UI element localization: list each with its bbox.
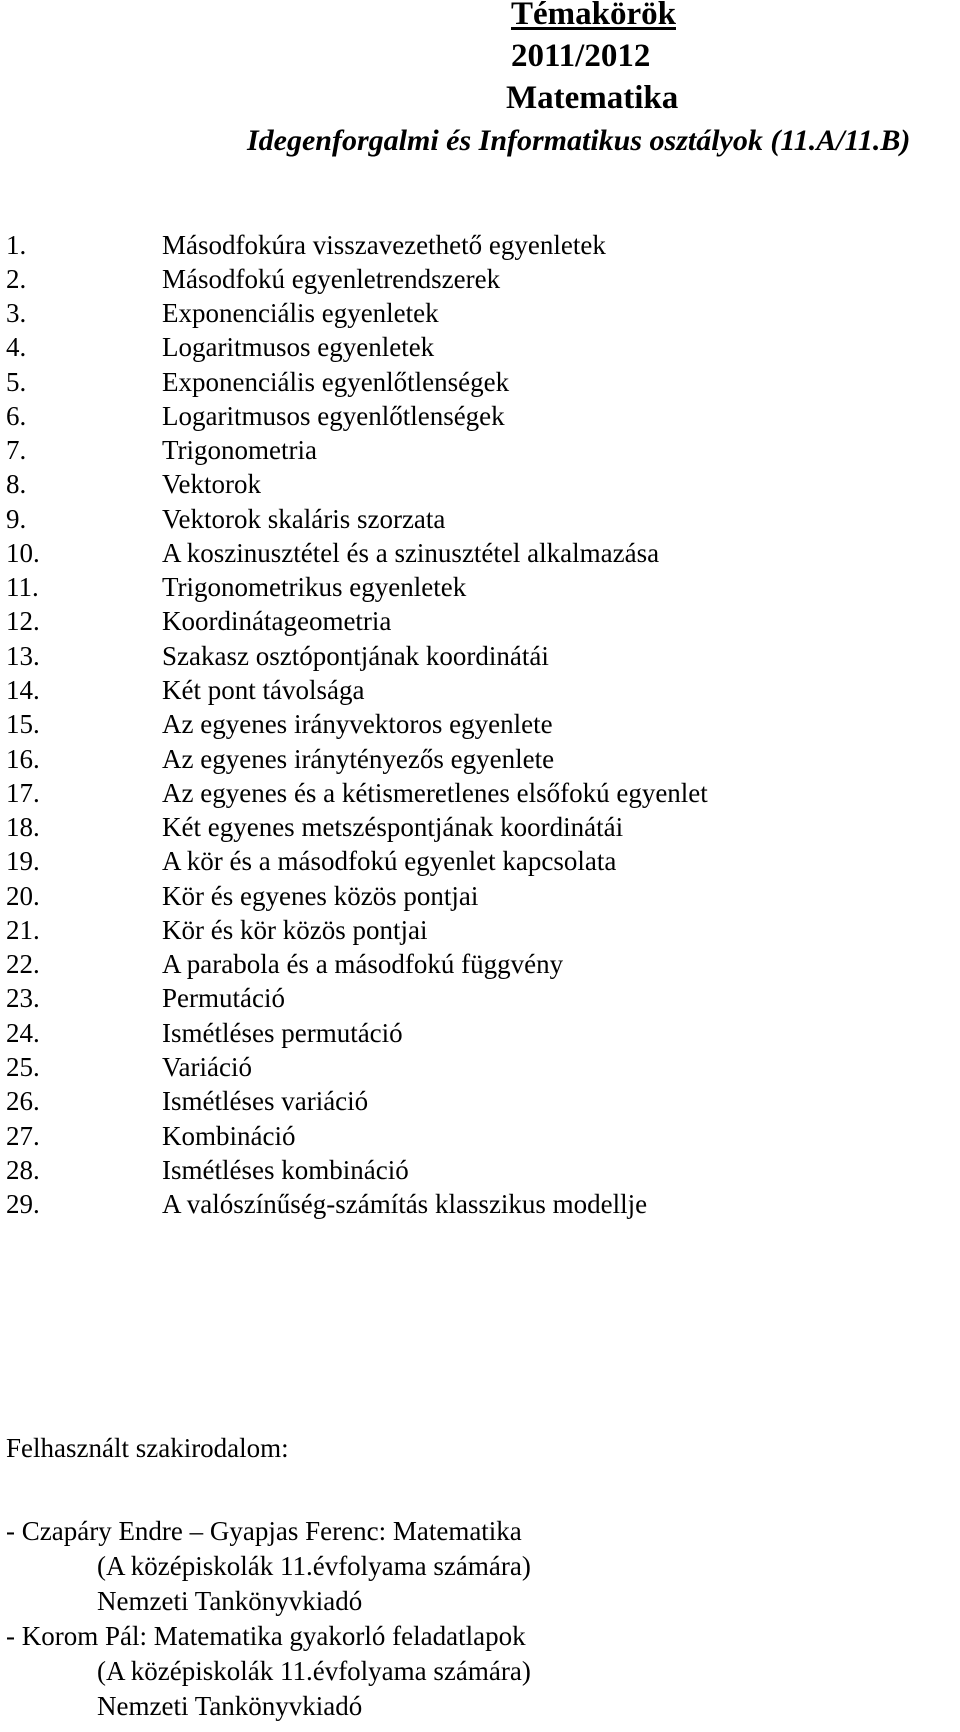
topic-item <box>0 741 940 777</box>
topic-text: Másodfokúra visszavezethető egyenletek <box>162 230 606 260</box>
topic-number: 13. <box>6 641 40 671</box>
topic-number: 15. <box>6 709 40 739</box>
topic-text: Vektorok <box>162 469 261 499</box>
topic-text: Ismétléses kombináció <box>162 1155 409 1185</box>
topic-item <box>0 364 940 400</box>
topic-number: 18. <box>6 812 40 842</box>
topic-text: Ismétléses permutáció <box>162 1018 403 1048</box>
topic-item <box>0 329 940 365</box>
topic-number: 27. <box>6 1121 40 1151</box>
topic-text: Koordinátageometria <box>162 606 392 636</box>
topic-number: 5. <box>6 367 27 397</box>
topic-text: Exponenciális egyenlőtlenségek <box>162 367 510 397</box>
topic-text: Szakasz osztópontjának koordinátái <box>162 641 549 671</box>
topic-text: Kör és kör közös pontjai <box>162 915 428 945</box>
topic-text: A kör és a másodfokú egyenlet kapcsolata <box>162 846 617 876</box>
topic-item <box>0 603 940 639</box>
topic-number: 24. <box>6 1018 40 1048</box>
topic-item <box>0 980 940 1016</box>
topic-number: 17. <box>6 778 40 808</box>
topic-item <box>0 1015 940 1051</box>
topic-number: 21. <box>6 915 40 945</box>
topic-text: Logaritmusos egyenletek <box>162 332 435 362</box>
topic-item <box>0 432 940 468</box>
topic-text: Kombináció <box>162 1121 296 1151</box>
topic-text: Kör és egyenes közös pontjai <box>162 881 479 911</box>
topic-number: 12. <box>6 606 40 636</box>
topic-item <box>0 706 940 742</box>
topic-item <box>0 466 940 502</box>
topic-item <box>0 775 940 811</box>
topic-number: 11. <box>6 572 39 602</box>
topic-item <box>0 809 940 845</box>
topic-number: 20. <box>6 881 40 911</box>
topic-item <box>0 1049 940 1085</box>
topic-text: Exponenciális egyenletek <box>162 298 439 328</box>
topic-item <box>0 1083 940 1119</box>
topic-item <box>0 1186 940 1222</box>
topic-item <box>0 946 940 982</box>
topic-text: Két egyenes metszéspontjának koordinátái <box>162 812 624 842</box>
literature-item-title: - Czapáry Endre – Gyapjas Ferenc: Matematika <box>6 1516 522 1546</box>
topic-number: 10. <box>6 538 40 568</box>
topic-text: Trigonometria <box>162 435 317 465</box>
topic-text: Az egyenes és a kétismeretlenes elsőfokú egyenlet <box>162 778 708 808</box>
topic-text: Trigonometrikus egyenletek <box>162 572 467 602</box>
topic-number: 26. <box>6 1086 40 1116</box>
topic-number: 29. <box>6 1189 40 1219</box>
topic-number: 23. <box>6 983 40 1013</box>
topic-item <box>0 569 940 605</box>
literature-item-audience: (A középiskolák 11.évfolyama számára) <box>97 1551 531 1581</box>
topic-text: A koszinusztétel és a szinusztétel alkalmazása <box>162 538 660 568</box>
topic-item <box>0 227 940 263</box>
topic-text: Az egyenes iránytényezős egyenlete <box>162 744 555 774</box>
topic-text: Permutáció <box>162 983 285 1013</box>
page-title: Témakörök <box>511 0 676 32</box>
topic-number: 7. <box>6 435 27 465</box>
topic-item <box>0 261 940 297</box>
topic-item <box>0 501 940 537</box>
school-year: 2011/2012 <box>511 38 651 74</box>
topic-text: Variáció <box>162 1052 252 1082</box>
literature-heading: Felhasznált szakirodalom: <box>6 1433 289 1463</box>
topic-number: 6. <box>6 401 27 431</box>
topic-text: Logaritmusos egyenlőtlenségek <box>162 401 505 431</box>
topic-item <box>0 843 940 879</box>
topic-number: 8. <box>6 469 27 499</box>
literature-item-publisher: Nemzeti Tankönyvkiadó <box>97 1586 363 1616</box>
topic-text: Két pont távolsága <box>162 675 365 705</box>
topic-text: Ismétléses variáció <box>162 1086 369 1116</box>
topic-number: 16. <box>6 744 40 774</box>
topic-number: 2. <box>6 264 27 294</box>
topic-number: 22. <box>6 949 40 979</box>
literature-item-publisher: Nemzeti Tankönyvkiadó <box>97 1691 363 1721</box>
topic-text: A valószínűség-számítás klasszikus modellje <box>162 1189 648 1219</box>
topic-text: Az egyenes irányvektoros egyenlete <box>162 709 553 739</box>
topic-item <box>0 295 940 331</box>
topic-number: 9. <box>6 504 27 534</box>
topic-item <box>0 1152 940 1188</box>
topic-item <box>0 912 940 948</box>
topic-item <box>0 1118 940 1154</box>
topic-text: Másodfokú egyenletrendszerek <box>162 264 501 294</box>
topic-number: 19. <box>6 846 40 876</box>
topic-number: 25. <box>6 1052 40 1082</box>
topic-item <box>0 638 940 674</box>
topic-number: 3. <box>6 298 27 328</box>
topic-text: Vektorok skaláris szorzata <box>162 504 446 534</box>
topic-item <box>0 672 940 708</box>
literature-item-audience: (A középiskolák 11.évfolyama számára) <box>97 1656 531 1686</box>
topic-number: 14. <box>6 675 40 705</box>
topic-number: 28. <box>6 1155 40 1185</box>
subject-title: Matematika <box>506 80 679 116</box>
classes-subtitle: Idegenforgalmi és Informatikus osztályok (11.A/11.B) <box>247 124 911 157</box>
literature-item-title: - Korom Pál: Matematika gyakorló feladatlapok <box>6 1621 526 1651</box>
topic-number: 4. <box>6 332 27 362</box>
topic-text: A parabola és a másodfokú függvény <box>162 949 564 979</box>
topic-item <box>0 398 940 434</box>
topic-item <box>0 535 940 571</box>
topic-number: 1. <box>6 230 27 260</box>
topic-item <box>0 878 940 914</box>
